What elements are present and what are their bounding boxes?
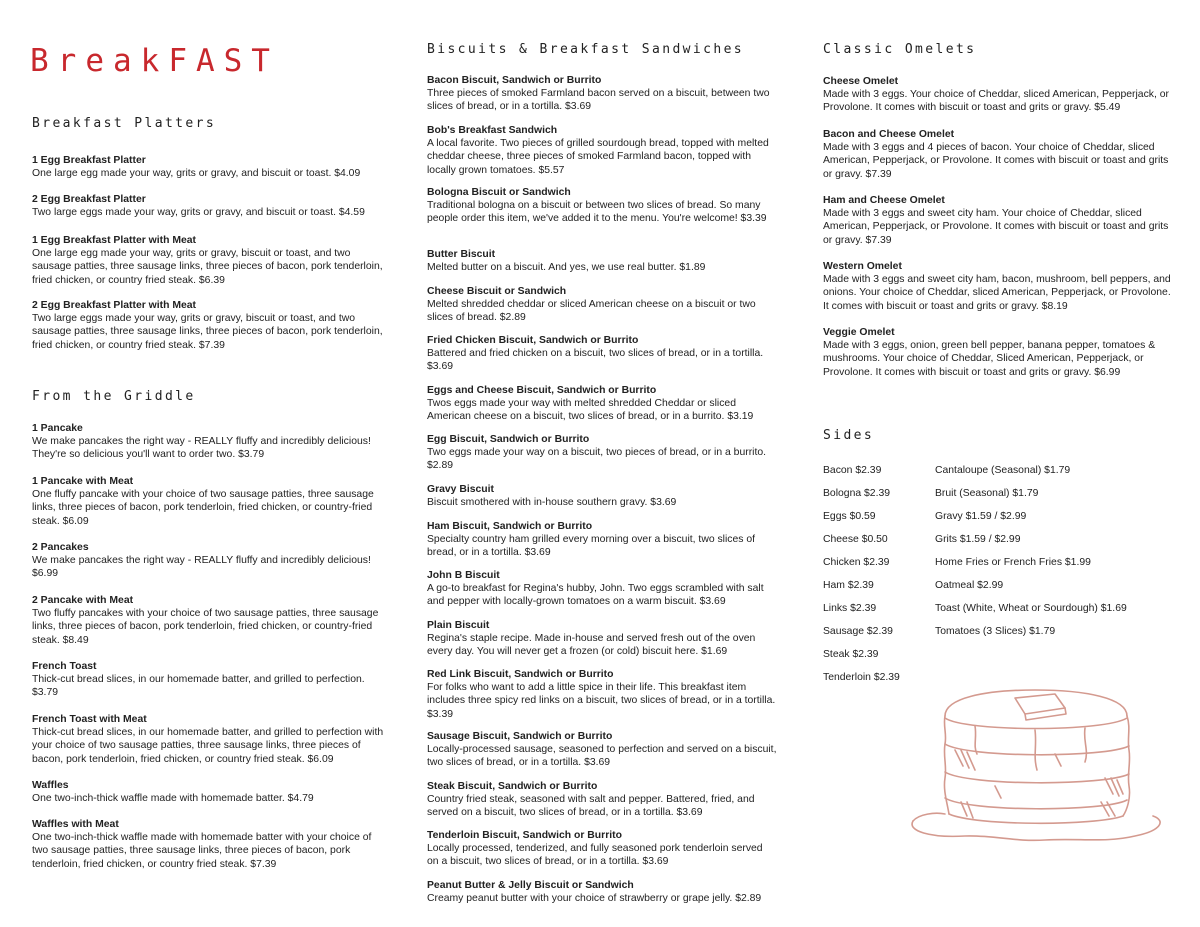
side-item: Links $2.39 bbox=[823, 603, 877, 614]
menu-item bbox=[32, 594, 384, 647]
menu-item-name: 2 Egg Breakfast Platter with Meat bbox=[32, 300, 196, 311]
menu-item bbox=[427, 730, 777, 770]
menu-item-name: French Toast with Meat bbox=[32, 714, 147, 725]
menu-item-desc: Twos eggs made your way with melted shredded Cheddar or sliced American cheese on a biscuit, two slices of bread, or in a burrito. $3.19 bbox=[427, 398, 754, 423]
menu-item-desc: Made with 3 eggs, onion, green bell pepper, banana pepper, tomatoes & mushrooms. Your choice of Cheddar, Sliced American, Pepperjack, or Provolone. It comes with biscuit or toast and grits or gravy. $6.99 bbox=[823, 340, 1156, 378]
menu-item-name: 1 Egg Breakfast Platter with Meat bbox=[32, 235, 196, 246]
menu-item-name: Bacon and Cheese Omelet bbox=[823, 129, 955, 140]
menu-item-name: 2 Pancake with Meat bbox=[32, 595, 134, 606]
menu-item-desc: Biscuit smothered with in-house southern gravy. $3.69 bbox=[427, 497, 677, 509]
menu-item bbox=[32, 475, 384, 528]
side-item: Cheese $0.50 bbox=[823, 534, 888, 545]
menu-item bbox=[427, 829, 777, 869]
side-item: Bacon $2.39 bbox=[823, 465, 882, 476]
menu-item bbox=[427, 619, 777, 659]
menu-item-name: Bob's Breakfast Sandwich bbox=[427, 125, 558, 136]
menu-item-name: Sausage Biscuit, Sandwich or Burrito bbox=[427, 731, 613, 742]
section-heading-breakfast-platters: Breakfast Platters bbox=[32, 116, 217, 131]
menu-item bbox=[427, 285, 777, 325]
menu-item-desc: A local favorite. Two pieces of grilled sourdough bread, topped with melted cheddar cheese, three pieces of smoked Farmland bacon, topped with locally grown tomatoes. $5.57 bbox=[427, 138, 769, 176]
menu-item-name: 2 Egg Breakfast Platter bbox=[32, 194, 146, 205]
menu-item-desc: Made with 3 eggs and sweet city ham. Your choice of Cheddar, sliced American, Pepperjack, or Provolone. It comes with biscuit or toast and grits or gravy. $7.39 bbox=[823, 208, 1169, 246]
menu-item bbox=[427, 433, 777, 473]
side-item: Sausage $2.39 bbox=[823, 626, 893, 637]
sides-list-right bbox=[935, 464, 1175, 648]
menu-item-name: 1 Egg Breakfast Platter bbox=[32, 155, 146, 166]
menu-item bbox=[427, 780, 777, 820]
menu-item-desc: One large egg made your way, grits or gravy, and biscuit or toast. $4.09 bbox=[32, 168, 361, 180]
menu-item-name: Egg Biscuit, Sandwich or Burrito bbox=[427, 434, 590, 445]
menu-item bbox=[32, 713, 384, 766]
menu-item-name: Bacon Biscuit, Sandwich or Burrito bbox=[427, 75, 602, 86]
side-item: Cantaloupe (Seasonal) $1.79 bbox=[935, 465, 1071, 476]
menu-item-name: Eggs and Cheese Biscuit, Sandwich or Burrito bbox=[427, 385, 657, 396]
menu-item-desc: Two large eggs made your way, grits or gravy, and biscuit or toast. $4.59 bbox=[32, 207, 365, 219]
side-item: Tenderloin $2.39 bbox=[823, 672, 900, 683]
menu-item-desc: Made with 3 eggs. Your choice of Cheddar, sliced American, Pepperjack, or Provolone. It comes with biscuit or toast and grits or gravy. $5.49 bbox=[823, 89, 1169, 114]
menu-item bbox=[32, 818, 384, 871]
menu-item-desc: One two-inch-thick waffle made with homemade batter. $4.79 bbox=[32, 793, 314, 805]
menu-item-name: Cheese Biscuit or Sandwich bbox=[427, 286, 567, 297]
menu-item bbox=[32, 660, 384, 700]
menu-item-desc: One two-inch-thick waffle made with homemade batter with your choice of two sausage patties, three sausage links, three pieces of bacon, pork tenderloin, fried chicken, or country fried steak. $7.39 bbox=[32, 832, 372, 870]
menu-item-name: Ham and Cheese Omelet bbox=[823, 195, 945, 206]
menu-item-name: French Toast bbox=[32, 661, 97, 672]
menu-item-name: Bologna Biscuit or Sandwich bbox=[427, 187, 571, 198]
menu-item-name: Red Link Biscuit, Sandwich or Burrito bbox=[427, 669, 614, 680]
menu-item bbox=[32, 234, 384, 287]
side-item: Steak $2.39 bbox=[823, 649, 879, 660]
side-item: Ham $2.39 bbox=[823, 580, 874, 591]
menu-item bbox=[32, 422, 384, 462]
side-item: Bologna $2.39 bbox=[823, 488, 891, 499]
menu-item-desc: Thick-cut bread slices, in our homemade batter, and grilled to perfection. $3.79 bbox=[32, 674, 365, 699]
menu-item bbox=[823, 326, 1173, 379]
section-heading-classic-omelets: Classic Omelets bbox=[823, 42, 977, 57]
sides-list-left bbox=[823, 464, 933, 694]
menu-item bbox=[427, 124, 777, 177]
menu-item bbox=[427, 569, 777, 609]
menu-item bbox=[32, 779, 384, 805]
menu-item-desc: Two eggs made your way on a biscuit, two pieces of bread, or in a burrito. $2.89 bbox=[427, 447, 767, 472]
menu-item-name: Plain Biscuit bbox=[427, 620, 490, 631]
menu-item-desc: Three pieces of smoked Farmland bacon served on a biscuit, between two slices of bread, or in a tortilla. $3.69 bbox=[427, 88, 770, 113]
menu-item-name: Butter Biscuit bbox=[427, 249, 496, 260]
menu-item bbox=[823, 128, 1173, 181]
menu-item-desc: Two fluffy pancakes with your choice of two sausage patties, three sausage links, three pieces of bacon, pork tenderloin, fried chicken, or country-fried steak. $8.49 bbox=[32, 608, 379, 646]
menu-item bbox=[427, 186, 777, 226]
menu-item-name: Tenderloin Biscuit, Sandwich or Burrito bbox=[427, 830, 622, 841]
menu-item-desc: Traditional bologna on a biscuit or between two slices of bread. So many people order this item, we've added it to the menu. You're welcome! $3.39 bbox=[427, 200, 767, 225]
menu-item bbox=[823, 260, 1173, 313]
menu-item-name: Waffles with Meat bbox=[32, 819, 119, 830]
menu-item-name: Ham Biscuit, Sandwich or Burrito bbox=[427, 521, 593, 532]
menu-item-desc: Locally-processed sausage, seasoned to perfection and served on a biscuit, two slices of bread, or in a tortilla. $3.69 bbox=[427, 744, 777, 769]
menu-item-desc: A go-to breakfast for Regina's hubby, John. Two eggs scrambled with salt and pepper with locally-grown tomatoes on a warm biscuit. $3.69 bbox=[427, 583, 764, 608]
menu-item-name: 1 Pancake bbox=[32, 423, 83, 434]
side-item: Chicken $2.39 bbox=[823, 557, 890, 568]
section-heading-biscuits-sandwiches: Biscuits & Breakfast Sandwiches bbox=[427, 42, 745, 57]
menu-item-desc: Melted butter on a biscuit. And yes, we use real butter. $1.89 bbox=[427, 262, 706, 274]
side-item: Toast (White, Wheat or Sourdough) $1.69 bbox=[935, 603, 1127, 614]
menu-item-desc: Specialty country ham grilled every morning over a biscuit, two slices of bread, or in a tortilla. $3.69 bbox=[427, 534, 756, 559]
menu-item bbox=[427, 384, 777, 424]
menu-item-desc: Battered and fried chicken on a biscuit, two slices of bread, or in a tortilla. $3.69 bbox=[427, 348, 764, 373]
menu-item-desc: Two large eggs made your way, grits or gravy, biscuit or toast, and two sausage patties, three sausage links, three pieces of bacon, pork tenderloin, fried chicken, or country fried steak. $7.39 bbox=[32, 313, 383, 351]
menu-item bbox=[427, 334, 777, 374]
menu-item-name: John B Biscuit bbox=[427, 570, 500, 581]
side-item: Bruit (Seasonal) $1.79 bbox=[935, 488, 1039, 499]
menu-item bbox=[32, 154, 384, 180]
menu-item bbox=[427, 483, 777, 509]
menu-item-name: Western Omelet bbox=[823, 261, 902, 272]
menu-item bbox=[32, 299, 384, 352]
menu-item-name: Waffles bbox=[32, 780, 69, 791]
side-item: Gravy $1.59 / $2.99 bbox=[935, 511, 1027, 522]
menu-item-name: Veggie Omelet bbox=[823, 327, 895, 338]
side-item: Home Fries or French Fries $1.99 bbox=[935, 557, 1091, 568]
side-item: Eggs $0.59 bbox=[823, 511, 876, 522]
menu-item bbox=[427, 248, 777, 274]
section-heading-sides: Sides bbox=[823, 428, 875, 443]
pancake-stack-icon bbox=[905, 686, 1167, 844]
menu-item-desc: Creamy peanut butter with your choice of strawberry or grape jelly. $2.89 bbox=[427, 893, 762, 905]
menu-item-desc: We make pancakes the right way - REALLY fluffy and incredibly delicious! They're so delicious you'll want to order two. $3.79 bbox=[32, 436, 371, 461]
menu-item bbox=[427, 879, 777, 905]
menu-item-name: 1 Pancake with Meat bbox=[32, 476, 134, 487]
menu-item-desc: Country fried steak, seasoned with salt and pepper. Battered, fried, and served on a biscuit, two slices of bread, or in a tortilla. $3.69 bbox=[427, 794, 755, 819]
menu-item-name: Cheese Omelet bbox=[823, 76, 899, 87]
menu-item-name: 2 Pancakes bbox=[32, 542, 89, 553]
menu-item bbox=[823, 194, 1173, 247]
menu-item bbox=[32, 193, 384, 219]
menu-item-name: Fried Chicken Biscuit, Sandwich or Burrito bbox=[427, 335, 639, 346]
page-title: BreakFAST bbox=[30, 43, 279, 79]
menu-item bbox=[823, 75, 1173, 115]
menu-item bbox=[32, 541, 384, 581]
section-heading-from-the-griddle: From the Griddle bbox=[32, 389, 196, 404]
menu-item bbox=[427, 74, 777, 114]
menu-item-desc: One fluffy pancake with your choice of two sausage patties, three sausage links, three pieces of bacon, pork tenderloin, fried chicken, or country-fried steak. $6.09 bbox=[32, 489, 374, 527]
menu-item-desc: Made with 3 eggs and sweet city ham, bacon, mushroom, bell peppers, and onions. Your choice of Cheddar, sliced American, Pepperjack, or Provolone. It comes with biscuit or toast and grits or gravy. $8.19 bbox=[823, 274, 1171, 312]
menu-item-desc: Locally processed, tenderized, and fully seasoned pork tenderloin served on a biscuit, two slices of bread, or in a tortilla. $3.69 bbox=[427, 843, 763, 868]
side-item: Grits $1.59 / $2.99 bbox=[935, 534, 1021, 545]
menu-item-desc: For folks who want to add a little spice in their life. This breakfast item includes three spicy red links on a biscuit, two slices of bread, or in a tortilla. $3.39 bbox=[427, 682, 776, 720]
menu-item-desc: One large egg made your way, grits or gravy, biscuit or toast, and two sausage patties, three sausage links, three pieces of bacon, pork tenderloin, fried chicken, or country fried steak. $6.39 bbox=[32, 248, 383, 286]
menu-item-name: Gravy Biscuit bbox=[427, 484, 494, 495]
menu-item-desc: Made with 3 eggs and 4 pieces of bacon. Your choice of Cheddar, sliced American, Pepperjack, or Provolone. It comes with biscuit or toast and grits or gravy. $7.39 bbox=[823, 142, 1169, 180]
menu-item-desc: Thick-cut bread slices, in our homemade batter, and grilled to perfection with your choice of two sausage patties, three sausage links, three pieces of bacon, pork tenderloin, fried chicken, or country fried steak. $6.09 bbox=[32, 727, 384, 765]
menu-item-desc: Melted shredded cheddar or sliced American cheese on a biscuit or two slices of bread. $2.89 bbox=[427, 299, 756, 324]
menu-item-desc: We make pancakes the right way - REALLY fluffy and incredibly delicious! $6.99 bbox=[32, 555, 371, 580]
menu-item bbox=[427, 668, 777, 721]
menu-item-desc: Regina's staple recipe. Made in-house and served fresh out of the oven every day. You will never get a frozen (or cold) biscuit here. $1.69 bbox=[427, 633, 756, 658]
side-item: Oatmeal $2.99 bbox=[935, 580, 1004, 591]
side-item: Tomatoes (3 Slices) $1.79 bbox=[935, 626, 1056, 637]
menu-item-name: Peanut Butter & Jelly Biscuit or Sandwich bbox=[427, 880, 634, 891]
menu-item bbox=[427, 520, 777, 560]
menu-item-name: Steak Biscuit, Sandwich or Burrito bbox=[427, 781, 598, 792]
